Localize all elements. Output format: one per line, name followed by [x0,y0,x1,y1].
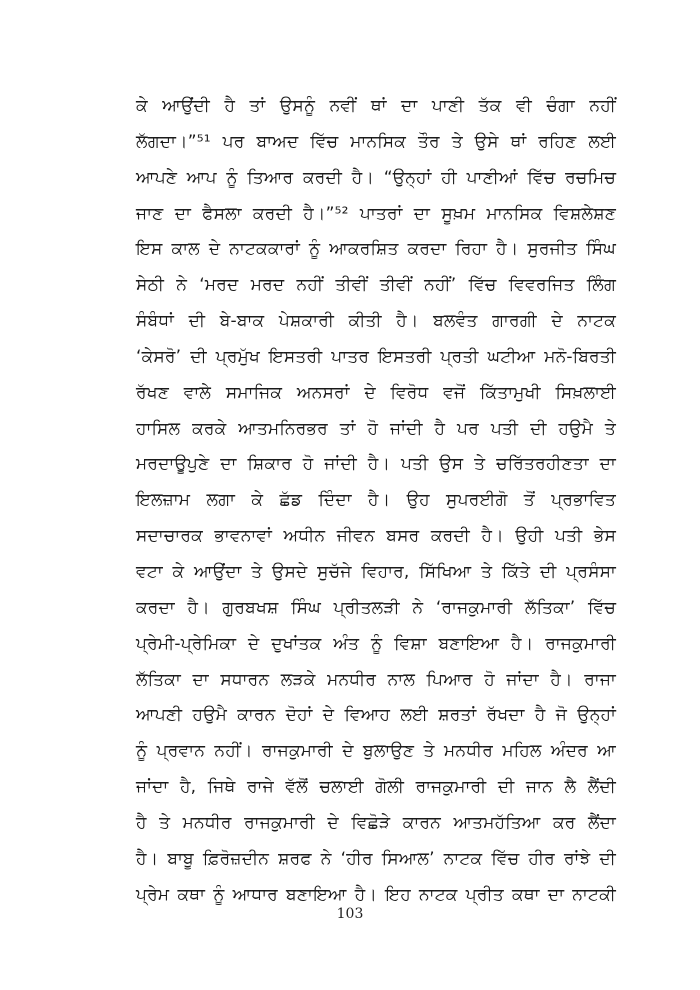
text-line: ਜਾਂਦਾ ਹੈ, ਜਿਥੇ ਰਾਜੇ ਵੱਲੋਂ ਚਲਾਈ ਗੋਲੀ ਰਾਜਕੁਮਾਰੀ ਦੀ ਜਾਨ ਲੈ ਲੈਂਦੀ [136,777,616,798]
text-line: ਵਟਾ ਕੇ ਆਉਂਦਾ ਤੇ ਉਸਦੇ ਸੁਚੱਜੇ ਵਿਹਾਰ, ਸਿੱਖਿਆ ਤੇ ਕਿੱਤੇ ਦੀ ਪ੍ਰਸੰਸਾ [136,561,616,582]
body-paragraph [136,89,616,913]
page-number: 103 [336,906,364,922]
text-line: ਸੰਬੰਧਾਂ ਦੀ ਬੇ-ਬਾਕ ਪੇਸ਼ਕਾਰੀ ਕੀਤੀ ਹੈ। ਬਲਵੰਤ ਗਾਰਗੀ ਦੇ ਨਾਟਕ [136,311,616,332]
text-line: ਜਾਣ ਦਾ ਫੈਸਲਾ ਕਰਦੀ ਹੈ।”⁵² ਪਾਤਰਾਂ ਦਾ ਸੂਖ਼ਮ ਮਾਨਸਿਕ ਵਿਸ਼ਲੇਸ਼ਣ [136,203,616,224]
text-line: ਲੱਤਿਕਾ ਦਾ ਸਧਾਰਨ ਲੜਕੇ ਮਨਧੀਰ ਨਾਲ ਪਿਆਰ ਹੋ ਜਾਂਦਾ ਹੈ। ਰਾਜਾ [136,669,616,690]
text-line: ਪ੍ਰੇਮੀ-ਪ੍ਰੇਮਿਕਾ ਦੇ ਦੁਖਾਂਤਕ ਅੰਤ ਨੂੰ ਵਿਸ਼ਾ ਬਣਾਇਆ ਹੈ। ਰਾਜਕੁਮਾਰੀ [136,633,616,654]
text-line: ‘ਕੇਸਰੋ’ ਦੀ ਪ੍ਰਮੁੱਖ ਇਸਤਰੀ ਪਾਤਰ ਇਸਤਰੀ ਪ੍ਰਤੀ ਘਟੀਆ ਮਨੋ-ਬਿਰਤੀ [136,346,616,367]
text-line: ਸੇਠੀ ਨੇ ‘ਮਰਦ ਮਰਦ ਨਹੀਂ ਤੀਵੀਂ ਤੀਵੀਂ ਨਹੀਂ’ ਵਿੱਚ ਵਿਵਰਜਿਤ ਲਿੰਗ [136,275,616,296]
text-line: ਸਦਾਚਾਰਕ ਭਾਵਨਾਵਾਂ ਅਧੀਨ ਜੀਵਨ ਬਸਰ ਕਰਦੀ ਹੈ। ਉਹੀ ਪਤੀ ਭੇਸ [136,526,616,547]
text-line: ਪ੍ਰੇਮ ਕਥਾ ਨੂੰ ਆਧਾਰ ਬਣਾਇਆ ਹੈ। ਇਹ ਨਾਟਕ ਪ੍ਰੀਤ ਕਥਾ ਦਾ ਨਾਟਕੀ [136,884,616,905]
text-line: ਕੇ ਆਉਂਦੀ ਹੈ ਤਾਂ ਉਸਨੂੰ ਨਵੀਂ ਥਾਂ ਦਾ ਪਾਣੀ ਤੱਕ ਵੀ ਚੰਗਾ ਨਹੀਂ [136,96,616,116]
text-line: ਹੈ। ਬਾਬੂ ਫ਼ਿਰੋਜ਼ਦੀਨ ਸ਼ਰਫ ਨੇ ‘ਹੀਰ ਸਿਆਲ’ ਨਾਟਕ ਵਿੱਚ ਹੀਰ ਰਾਂਝੇ ਦੀ [136,848,616,869]
text-line: ਹੈ ਤੇ ਮਨਧੀਰ ਰਾਜਕੁਮਾਰੀ ਦੇ ਵਿਛੋੜੇ ਕਾਰਨ ਆਤਮਹੱਤਿਆ ਕਰ ਲੈਂਦਾ [136,812,616,833]
text-line: ਹਾਸਿਲ ਕਰਕੇ ਆਤਮਨਿਰਭਰ ਤਾਂ ਹੋ ਜਾਂਦੀ ਹੈ ਪਰ ਪਤੀ ਦੀ ਹਉਮੈ ਤੇ [136,418,616,439]
text-line: ਨੂੰ ਪ੍ਰਵਾਨ ਨਹੀਂ। ਰਾਜਕੁਮਾਰੀ ਦੇ ਬੁਲਾਉਣ ਤੇ ਮਨਧੀਰ ਮਹਿਲ ਅੰਦਰ ਆ [136,741,616,762]
text-line: ਕਰਦਾ ਹੈ। ਗੁਰਬਖਸ਼ ਸਿੰਘ ਪ੍ਰੀਤਲੜੀ ਨੇ ‘ਰਾਜਕੁਮਾਰੀ ਲੱਤਿਕਾ’ ਵਿੱਚ [136,597,616,618]
text-line: ਇਸ ਕਾਲ ਦੇ ਨਾਟਕਕਾਰਾਂ ਨੂੰ ਆਕਰਸ਼ਿਤ ਕਰਦਾ ਰਿਹਾ ਹੈ। ਸੁਰਜੀਤ ਸਿੰਘ [136,239,616,260]
text-line: ਆਪਣੇ ਆਪ ਨੂੰ ਤਿਆਰ ਕਰਦੀ ਹੈ। “ਉਨ੍ਹਾਂ ਹੀ ਪਾਣੀਆਂ ਵਿੱਚ ਰਚਮਿਚ [136,167,616,188]
text-line: ਮਰਦਾਊਪੁਣੇ ਦਾ ਸ਼ਿਕਾਰ ਹੋ ਜਾਂਦੀ ਹੈ। ਪਤੀ ਉਸ ਤੇ ਚਰਿੱਤਰਹੀਣਤਾ ਦਾ [136,454,616,475]
text-line: ਲੱਗਦਾ।”⁵¹ ਪਰ ਬਾਅਦ ਵਿੱਚ ਮਾਨਸਿਕ ਤੌਰ ਤੇ ਉਸੇ ਥਾਂ ਰਹਿਣ ਲਈ [136,131,616,152]
text-line: ਆਪਣੀ ਹਉਮੈ ਕਾਰਨ ਦੋਹਾਂ ਦੇ ਵਿਆਹ ਲਈ ਸ਼ਰਤਾਂ ਰੱਖਦਾ ਹੈ ਜੋ ਉਨ੍ਹਾਂ [136,705,616,726]
text-line: ਇਲਜ਼ਾਮ ਲਗਾ ਕੇ ਛੱਡ ਦਿੰਦਾ ਹੈ। ਉਹ ਸੁਪਰਈਗੋ ਤੋਂ ਪ੍ਰਭਾਵਿਤ [136,490,616,511]
text-line: ਰੱਖਣ ਵਾਲੇ ਸਮਾਜਿਕ ਅਨਸਰਾਂ ਦੇ ਵਿਰੋਧ ਵਜੋਂ ਕਿੱਤਾਮੁਖੀ ਸਿਖ਼ਲਾਈ [136,382,616,403]
